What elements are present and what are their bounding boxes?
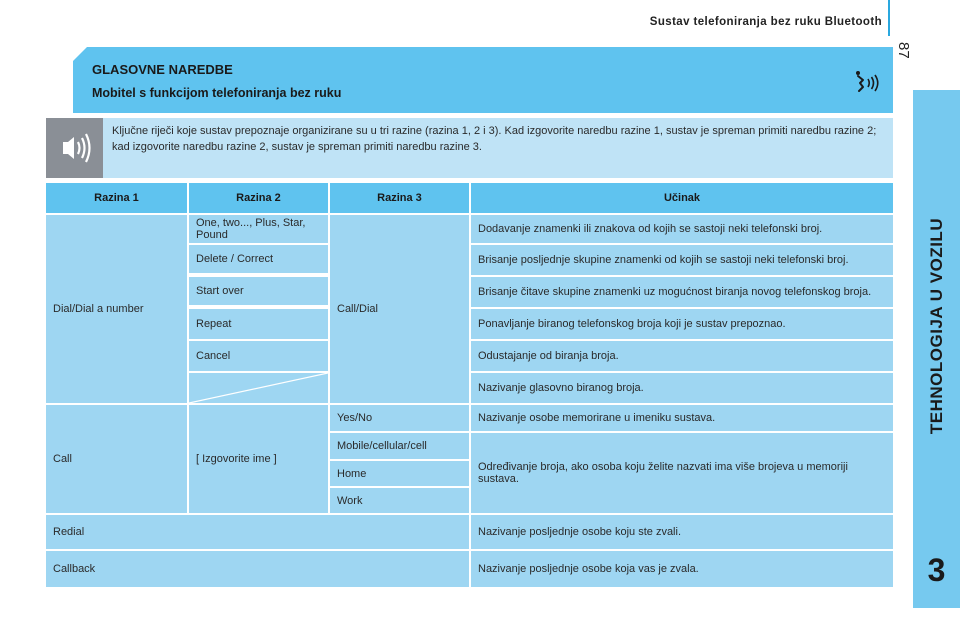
- cell-effect-delete: Brisanje posljednje skupine znamenki od kojih se sastoji neki telefonski broj.: [471, 245, 893, 275]
- cell-effect-redial: Nazivanje posljednje osobe koju ste zvali.: [471, 515, 893, 549]
- cell-delete: Delete / Correct: [189, 245, 328, 273]
- cell-home: Home: [330, 461, 469, 486]
- cell-effect-callback: Nazivanje posljednje osobe koja vas je zvala.: [471, 551, 893, 587]
- cell-dial: Dial/Dial a number: [46, 215, 187, 403]
- cell-digits: One, two..., Plus, Star, Pound: [189, 215, 328, 243]
- cell-effect-start-over: Brisanje čitave skupine znamenki uz mogućnost biranja novog telefonskog broja.: [471, 277, 893, 307]
- cell-say-name: [ Izgovorite ime ]: [189, 405, 328, 513]
- header-rule: [888, 0, 890, 36]
- chapter-side-tab: [913, 90, 960, 608]
- section-title: GLASOVNE NAREDBE: [92, 62, 233, 77]
- header-effect: Učinak: [471, 183, 893, 213]
- diagonal-line: [189, 373, 328, 403]
- cell-yes-no: Yes/No: [330, 405, 469, 431]
- cell-cancel: Cancel: [189, 341, 328, 371]
- intro-box: [46, 118, 893, 178]
- header-level-3: Razina 3: [330, 183, 469, 213]
- page-number: 87: [895, 42, 912, 59]
- voice-command-table: [46, 183, 893, 587]
- cell-mobile: Mobile/cellular/cell: [330, 433, 469, 459]
- cell-effect-call-dial: Nazivanje glasovno biranog broja.: [471, 373, 893, 403]
- intro-icon-box: [46, 118, 103, 178]
- cell-effect-yes-no: Nazivanje osobe memorirane u imeniku sustava.: [471, 405, 893, 431]
- header-level-2: Razina 2: [189, 183, 328, 213]
- cell-effect-choose-number: Određivanje broja, ako osoba koju želite nazvati ima više brojeva u memoriji sustava.: [471, 433, 893, 513]
- cell-redial: Redial: [46, 515, 469, 549]
- cell-effect-repeat: Ponavljanje biranog telefonskog broja koji je sustav prepoznao.: [471, 309, 893, 339]
- cell-work: Work: [330, 488, 469, 513]
- cell-call-dial: Call/Dial: [330, 215, 469, 403]
- cell-empty-diagonal: [189, 373, 328, 403]
- cell-repeat: Repeat: [189, 309, 328, 339]
- section-header-panel: [73, 47, 893, 113]
- section-subtitle: Mobitel s funkcijom telefoniranja bez ruku: [92, 86, 342, 100]
- cell-effect-digits: Dodavanje znamenki ili znakova od kojih se sastoji neki telefonski broj.: [471, 215, 893, 243]
- speaker-voice-icon: [46, 118, 103, 178]
- running-head: Sustav telefoniranja bez ruku Bluetooth: [649, 16, 882, 28]
- chapter-number: 3: [927, 552, 946, 588]
- cell-call: Call: [46, 405, 187, 513]
- cell-effect-cancel: Odustajanje od biranja broja.: [471, 341, 893, 371]
- cell-callback: Callback: [46, 551, 469, 587]
- cell-start-over: Start over: [189, 277, 328, 305]
- intro-text: Ključne riječi koje sustav prepoznaje organizirane su u tri razine (razina 1, 2 i 3). Kad izgovorite naredbu razine 1, sustav je spreman primiti naredbu razine 2; kad izgovorite naredbu razine 2, sustav je spreman primiti naredbu razine 3.: [112, 125, 877, 153]
- voice-command-icon: [852, 70, 882, 94]
- header-level-1: Razina 1: [46, 183, 187, 213]
- chapter-title: TEHNOLOGIJA U VOZILU: [926, 217, 946, 435]
